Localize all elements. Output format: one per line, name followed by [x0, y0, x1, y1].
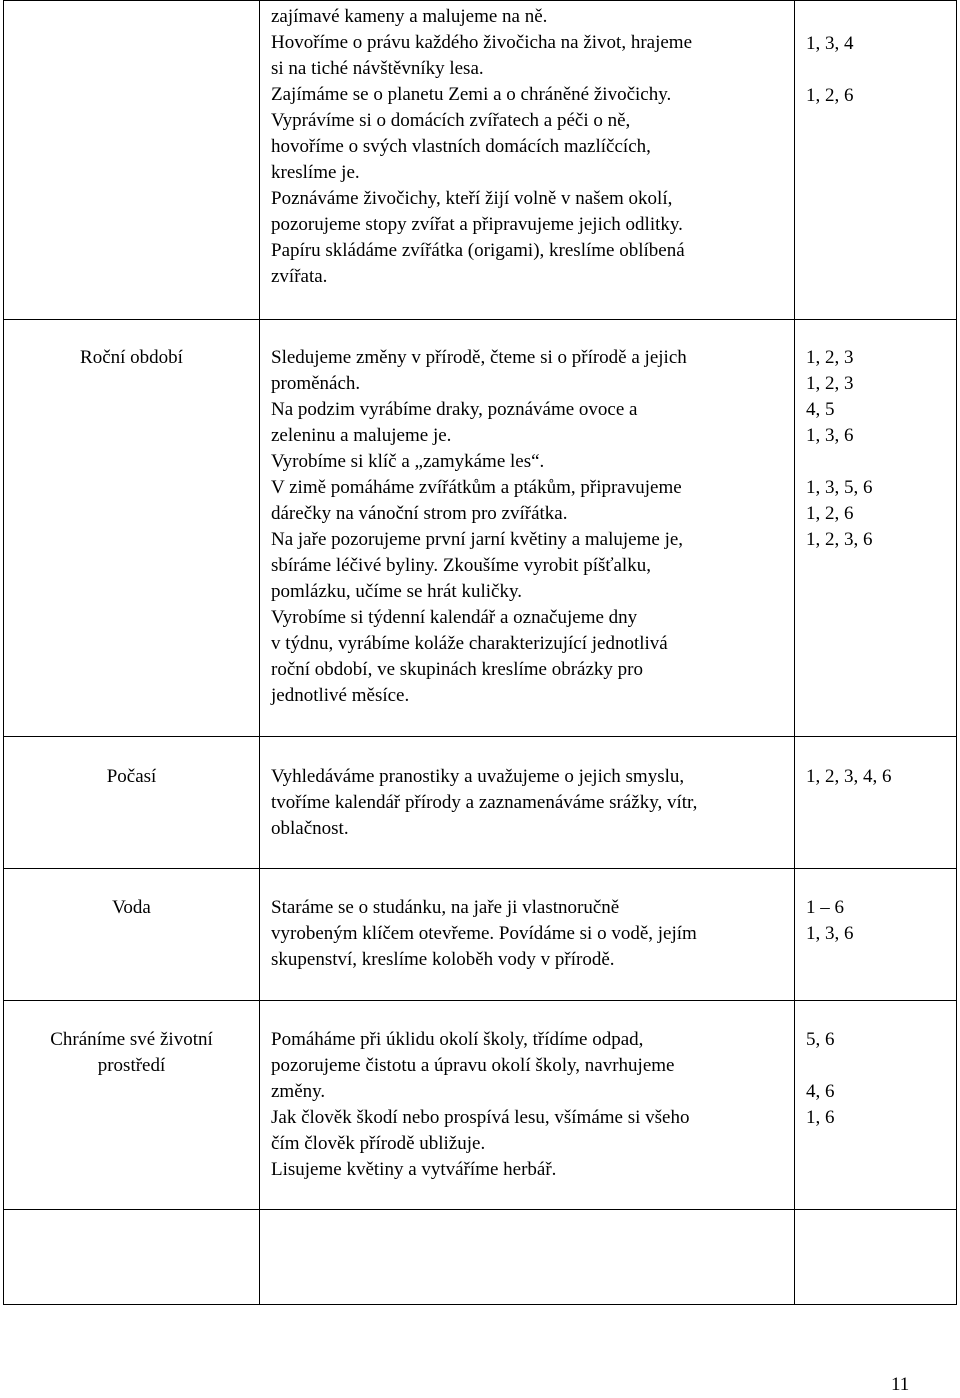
activity-line: Pomáháme při úklidu okolí školy, třídíme odpad,: [271, 1029, 644, 1050]
code-line: 4, 6: [806, 1081, 835, 1102]
curriculum-table: [3, 0, 957, 1305]
page-number: 11: [891, 1374, 910, 1395]
activity-line: hovoříme o svých vlastních domácích mazlíčcích,: [271, 136, 651, 157]
activity-line: Hovoříme o právu každého živočicha na život, hrajeme: [271, 32, 692, 53]
activity-line: zvířata.: [271, 266, 328, 287]
codes-cell: [795, 737, 956, 868]
activity-line: Vyrobíme si týdenní kalendář a označujeme dny: [271, 607, 638, 628]
table-row: [3, 869, 957, 1001]
activities-cell: [260, 869, 795, 1000]
table-row: [3, 1001, 957, 1210]
code-line: 1, 2, 6: [806, 85, 854, 106]
activity-line: si na tiché návštěvníky lesa.: [271, 58, 484, 79]
code-line: 1, 2, 3, 6: [806, 529, 873, 550]
table-row: [3, 320, 957, 737]
spacer: [806, 1053, 956, 1079]
code-line: 1, 2, 6: [806, 503, 854, 524]
activity-line: jednotlivé měsíce.: [271, 685, 410, 706]
activity-line: roční období, ve skupinách kreslíme obrázky pro: [271, 659, 643, 680]
activity-line: Vyprávíme si o domácích zvířatech a péči o ně,: [271, 110, 631, 131]
activities-cell: [260, 1, 795, 319]
activity-line: Sledujeme změny v přírodě, čteme si o přírodě a jejich: [271, 347, 687, 368]
topic-label: Chráníme své životní: [50, 1029, 213, 1050]
activity-line: zeleninu a malujeme je.: [271, 425, 452, 446]
activity-line: dárečky na vánoční strom pro zvířátka.: [271, 503, 568, 524]
topic-label: prostředí: [97, 1055, 166, 1076]
activity-line: v týdnu, vyrábíme koláže charakterizující jednotlivá: [271, 633, 668, 654]
codes-cell: [795, 320, 956, 736]
table-row: [3, 737, 957, 869]
activity-line: pozorujeme čistotu a úpravu okolí školy, navrhujeme: [271, 1055, 675, 1076]
code-line: 1, 3, 4: [806, 33, 854, 54]
activity-line: Zajímáme se o planetu Zemi a o chráněné živočichy.: [271, 84, 672, 105]
activity-line: Na jaře pozorujeme první jarní květiny a malujeme je,: [271, 529, 684, 550]
activities-cell: [260, 1001, 795, 1209]
table-row: [3, 1210, 957, 1305]
code-line: 1, 6: [806, 1107, 835, 1128]
activity-line: Lisujeme květiny a vytváříme herbář.: [271, 1159, 557, 1180]
codes-cell: [795, 1001, 956, 1209]
topic-cell: [4, 869, 260, 1000]
code-line: 1, 2, 3, 4, 6: [806, 766, 892, 787]
activity-line: proměnách.: [271, 373, 361, 394]
code-line: 5, 6: [806, 1029, 835, 1050]
spacer: [806, 449, 956, 475]
codes-cell: [795, 869, 956, 1000]
activity-line: Vyhledáváme pranostiky a uvažujeme o jejich smyslu,: [271, 766, 685, 787]
activity-line: Vyrobíme si klíč a „zamykáme les“.: [271, 451, 545, 472]
code-line: 1, 3, 5, 6: [806, 477, 873, 498]
codes-cell: [795, 1210, 956, 1304]
activity-line: Staráme se o studánku, na jaře ji vlastnoručně: [271, 897, 620, 918]
activity-line: oblačnost.: [271, 818, 349, 839]
activity-line: sbíráme léčivé byliny. Zkoušíme vyrobit píšťalku,: [271, 555, 651, 576]
activity-line: pozorujeme stopy zvířat a připravujeme jejich odlitky.: [271, 214, 683, 235]
topic-cell: [4, 1001, 260, 1209]
activity-line: změny.: [271, 1081, 326, 1102]
activity-line: Poznáváme živočichy, kteří žijí volně v našem okolí,: [271, 188, 673, 209]
activity-line: zajímavé kameny a malujeme na ně.: [271, 6, 548, 27]
topic-label: Roční období: [80, 347, 183, 368]
code-line: 4, 5: [806, 399, 835, 420]
activity-line: vyrobeným klíčem otevřeme. Povídáme si o vodě, jejím: [271, 923, 697, 944]
activities-cell: [260, 737, 795, 868]
code-line: 1, 2, 3: [806, 373, 854, 394]
activity-line: tvoříme kalendář přírody a zaznamenáváme srážky, vítr,: [271, 792, 698, 813]
topic-label: Voda: [112, 897, 151, 918]
spacer: [806, 57, 956, 83]
topic-cell: [4, 320, 260, 736]
activity-line: čím člověk přírodě ubližuje.: [271, 1133, 486, 1154]
topic-label: Počasí: [106, 766, 157, 787]
activity-line: Na podzim vyrábíme draky, poznáváme ovoce a: [271, 399, 638, 420]
topic-cell: [4, 1210, 260, 1304]
activities-cell: [260, 320, 795, 736]
code-line: 1, 2, 3: [806, 347, 854, 368]
code-line: 1 – 6: [806, 897, 844, 918]
activities-cell: [260, 1210, 795, 1304]
topic-cell: [4, 737, 260, 868]
activity-line: Papíru skládáme zvířátka (origami), kreslíme oblíbená: [271, 240, 685, 261]
code-line: 1, 3, 6: [806, 923, 854, 944]
codes-cell: [795, 1, 956, 319]
activity-line: pomlázku, učíme se hrát kuličky.: [271, 581, 522, 602]
activity-line: Jak člověk škodí nebo prospívá lesu, všímáme si všeho: [271, 1107, 690, 1128]
table-row: [3, 0, 957, 320]
activity-line: skupenství, kreslíme koloběh vody v přírodě.: [271, 949, 615, 970]
activity-line: kreslíme je.: [271, 162, 360, 183]
topic-cell: [4, 1, 260, 319]
activity-line: V zimě pomáháme zvířátkům a ptákům, připravujeme: [271, 477, 682, 498]
code-line: 1, 3, 6: [806, 425, 854, 446]
